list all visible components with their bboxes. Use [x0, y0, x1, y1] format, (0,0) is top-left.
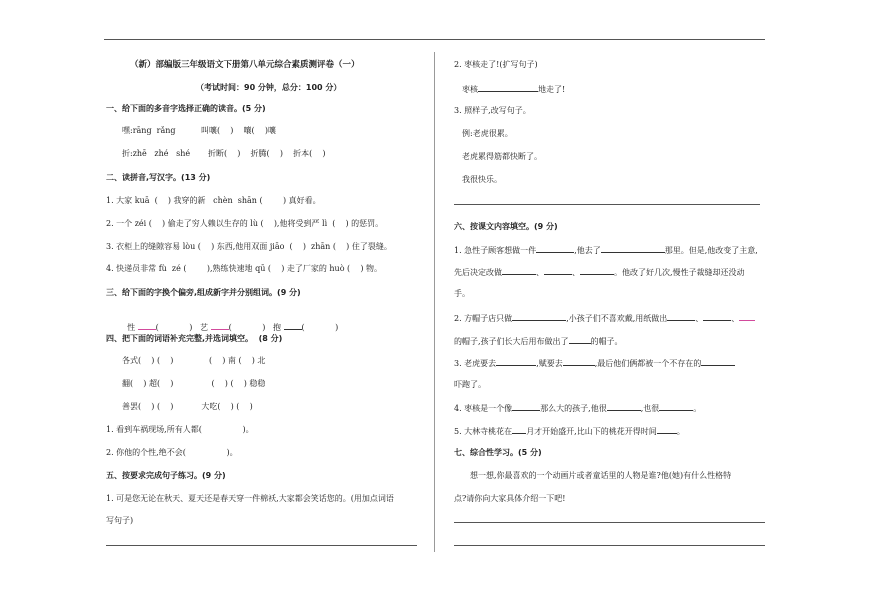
s6-q3-text-1: 3. 老虎要去 — [454, 359, 497, 368]
page-subtitle: （考试时间：90 分钟，总分：100 分） — [196, 83, 342, 92]
s6-q3-text-3: ,最后他们俩都被一个不存在的 — [594, 359, 702, 368]
s6-q3-line-a — [454, 357, 735, 369]
s6-q2-text-4: 的帽子。 — [590, 337, 623, 346]
r-q2-fill — [462, 83, 565, 95]
s6-q5-text-1: 5. 大林寺桃花在 — [454, 427, 513, 436]
s6-q4-blank-1[interactable] — [512, 402, 540, 411]
r-item: 我很快乐。 — [462, 175, 502, 184]
s7-paragraph-2: 点?请你向大家具体介绍一下吧! — [454, 494, 566, 503]
section-3-heading: 三、给下面的字换个偏旁,组成新字并分别组词。(9 分) — [106, 288, 301, 297]
s6-q1-blank-4[interactable] — [544, 266, 572, 275]
s6-q4-text-1: 4. 枣核是一个像 — [454, 404, 513, 413]
s4-line-1: 各式( ) ( ) ( ) 南 ( ) 北 — [122, 356, 266, 365]
s6-q4-blank-2[interactable] — [607, 402, 641, 411]
s4-line-3: 善罢( ) ( ) 大吃( ) ( ) — [122, 402, 253, 411]
s7-paragraph-1: 想一想,你最喜欢的一个动画片或者童话里的人物是谁?他(她)有什么性格特 — [470, 471, 732, 480]
s6-q2-blank-1[interactable] — [512, 312, 566, 321]
s6-q5-blank-1[interactable] — [512, 425, 526, 434]
section-6-heading: 六、按课文内容填空。(9 分) — [454, 222, 558, 231]
r-example-answer: 老虎累得筋都快断了。 — [462, 152, 542, 161]
s4-question-2: 2. 你他的个性,绝不会( )。 — [106, 448, 238, 457]
r-example-label: 例:老虎很累。 — [462, 129, 513, 138]
s6-q3-blank-1[interactable] — [496, 357, 536, 366]
s7-answer-line-1[interactable] — [454, 522, 765, 523]
s3-char-2: 艺 — [200, 323, 209, 332]
s6-q1-blank-5[interactable] — [580, 266, 614, 275]
r-q2-tail: 地走了! — [538, 85, 566, 94]
s1-line-1: 嘿:rāng rǎng 叫嚷( ) 嚷( )嚷 — [122, 126, 276, 135]
top-rule — [104, 39, 765, 40]
s6-q5-blank-2[interactable] — [657, 425, 677, 434]
page-title: （新）部编版三年级语文下册第八单元综合素质测评卷（一） — [130, 60, 360, 70]
s6-q1-blank-1[interactable] — [536, 244, 574, 253]
s5-answer-line[interactable] — [106, 545, 417, 546]
s6-q1-text-4: 先后决定改做 — [454, 268, 502, 277]
s6-q5-text-2: 月才开始盛开,比山下的桃花开得时间 — [526, 427, 657, 436]
column-divider — [434, 52, 435, 552]
s6-q1-text-1: 1. 急性子顾客想做一件 — [454, 246, 537, 255]
s4-line-2: 翻( ) 超( ) ( ) ( ) 稳稳 — [122, 379, 266, 388]
s6-q2-blank-3[interactable] — [703, 312, 731, 321]
s6-q3-blank-2[interactable] — [563, 357, 595, 366]
s6-q1-text-2: ,他去了 — [574, 246, 601, 255]
s6-q1-line-a — [454, 244, 758, 256]
s6-q4-blank-3[interactable] — [659, 402, 693, 411]
s6-q1-line-b: 先后决定改做 、 、 。他改了好几次,慢性子裁缝却还没动 — [454, 268, 745, 277]
s7-answer-line-2[interactable] — [454, 545, 765, 546]
s2-line-2: 2. 一个 zéi ( ) 偷走了穷人赖以生存的 lù ( ),他将受到严 lì ( ) 的惩罚。 — [106, 219, 384, 228]
s6-q2-text-1: 2. 方帽子店只做 — [454, 314, 513, 323]
section-1-heading: 一、给下面的多音字选择正确的读音。(5 分) — [106, 104, 266, 113]
s6-q2-text-2: ,小孩子们不喜欢戴,用纸做出 — [566, 314, 668, 323]
r-q3: 3. 照样子,改写句子。 — [454, 106, 531, 115]
section-5-heading: 五、按要求完成句子练习。(9 分) — [106, 471, 226, 480]
s6-q2-text-3: 的帽子,孩子们长大后用布做出了 — [454, 337, 569, 346]
s3-blank-3[interactable] — [284, 321, 302, 330]
s3-blank-2[interactable] — [211, 321, 229, 330]
s6-q2-line-a: 2. 方帽子店只做 ,小孩子们不喜欢戴,用纸做出 、 、 — [454, 312, 755, 324]
s6-q3-text-2: ,赋要去 — [536, 359, 563, 368]
section-7-heading: 七、综合性学习。(5 分) — [454, 448, 542, 457]
s3-char-3: 抱 — [272, 323, 281, 332]
r-q2-blank[interactable] — [478, 83, 538, 92]
r-item-answer-line[interactable] — [454, 204, 760, 205]
s6-q4-text-4: 。 — [693, 404, 702, 413]
s6-q2-blank-4[interactable] — [739, 312, 755, 321]
s6-q1-text-5: 。他改了好几次,慢性子裁缝却还没动 — [614, 268, 745, 277]
s3-row: 性 ( ) 艺 ( ) 抱 ( ) — [127, 323, 339, 332]
s2-line-3: 3. 衣柜上的缝隙容易 lòu ( ) 东西,他用双面 jiāo ( ) zhān ( ) 住了裂缝。 — [106, 242, 392, 251]
s6-q2-line-b — [454, 335, 623, 347]
s6-q3-blank-3[interactable] — [701, 357, 735, 366]
s6-q3-line-b: 吓跑了。 — [454, 380, 486, 389]
s6-q5-text-3: 。 — [676, 427, 685, 436]
s6-q1-line-c: 手。 — [454, 289, 470, 298]
r-q2-subject: 枣核 — [462, 85, 478, 94]
s1-line-2: 折:zhē zhé shé 折断( ) 折腾( ) 折本( ) — [122, 149, 326, 158]
s6-q1-text-3: 那里。但是,他改变了主意, — [664, 246, 758, 255]
s6-q1-blank-2[interactable] — [601, 244, 665, 253]
s3-char-1: 性 — [127, 323, 136, 332]
s4-question-1: 1. 看到车祸现场,所有人都( )。 — [106, 425, 254, 434]
s5-question-1a: 1. 可是您无论在秋天、夏天还是春天穿一件棉袄,大家都会笑话您的。(用加点词语 — [106, 494, 394, 503]
r-q2: 2. 枣核走了!(扩写句子) — [454, 60, 538, 69]
s6-q2-blank-2[interactable] — [667, 312, 695, 321]
section-4-heading: 四、把下面的词语补充完整,并选词填空。 (8 分) — [106, 334, 283, 343]
section-2-heading: 二、读拼音,写汉字。(13 分) — [106, 173, 211, 182]
s6-q4-text-2: 那么大的孩子,他很 — [540, 404, 607, 413]
s3-blank-1[interactable] — [138, 321, 156, 330]
s6-q5 — [454, 425, 685, 437]
s2-line-1: 1. 大家 kuā ( ) 我穿的新 chèn shān ( ) 真好看。 — [106, 196, 321, 205]
s6-q2-blank-5[interactable] — [569, 335, 591, 344]
s2-line-4: 4. 快递员非常 fù zé ( ),熟练快速地 qū ( ) 走了厂家的 huò ( ) 物。 — [106, 264, 383, 273]
s6-q4-text-3: ,也很 — [640, 404, 660, 413]
s6-q1-blank-3[interactable] — [502, 266, 536, 275]
s6-q4 — [454, 402, 701, 414]
s5-question-1b: 写句子) — [106, 516, 134, 525]
